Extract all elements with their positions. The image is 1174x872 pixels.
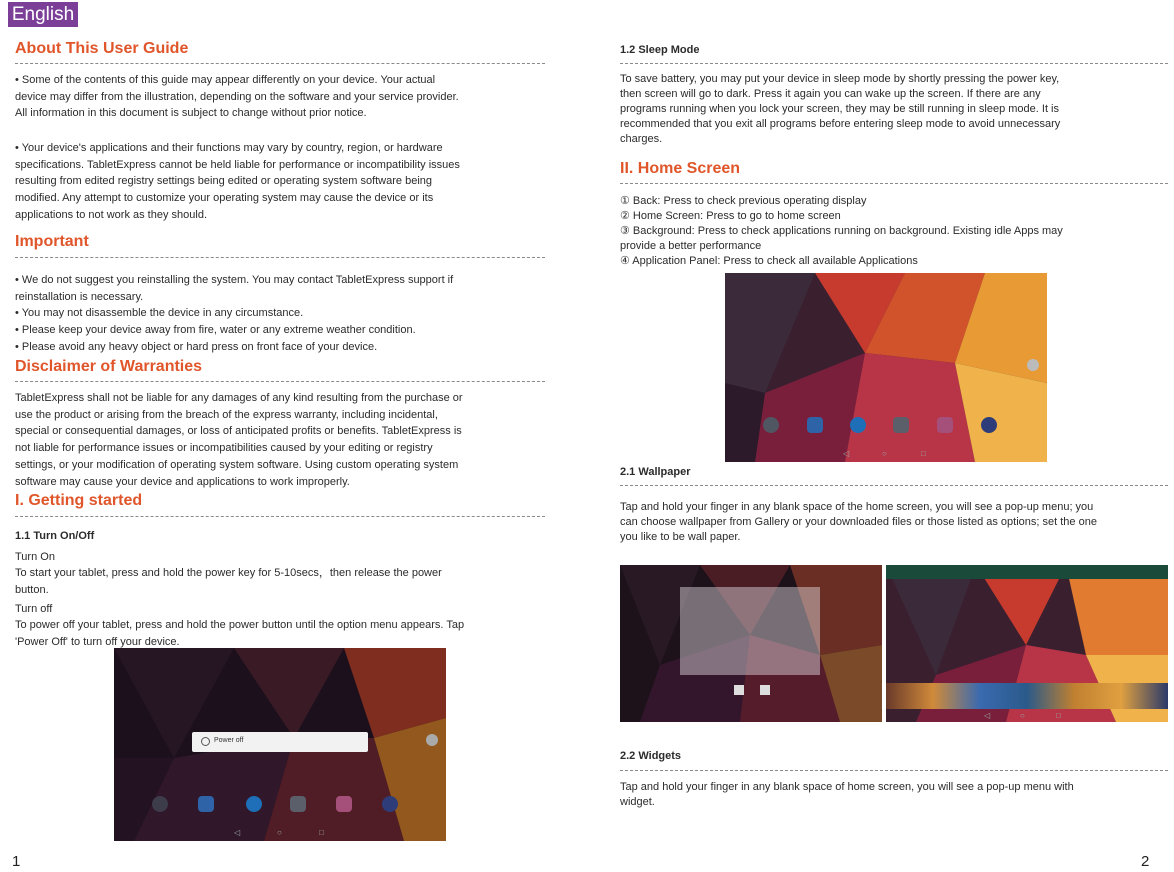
important-paragraph: • We do not suggest you reinstalling the system. You may contact TabletExpress support if reinstallation is necessary. • You may not disassemble the device in any circumstance. • Please keep your device away from fire, water or any extreme weather condition. • Please avoid any heavy object or hard press on front face of your device. <box>15 274 454 353</box>
browser-icon <box>246 796 262 812</box>
wallpaper-picker-screenshot <box>886 565 1168 722</box>
browser-icon <box>850 417 866 433</box>
left-page <box>0 0 560 872</box>
wallpaper-menu-screenshot <box>620 565 882 722</box>
recents-icon: □ <box>319 828 324 837</box>
disclaimer-paragraph: TabletExpress shall not be liable for any damages of any kind resulting from the purchase or use the product or arising from the breach of the express warranty, including incidental, special or consequential damages, or loss of anticipated profits or benefits. TabletExpress is not liable for performance issues or incompatibilities caused by your editing or registry settings, or your modification of operating system software. Using custom operating system software may cause your device and applications to work improperly. <box>15 392 463 488</box>
divider <box>15 516 545 517</box>
camera-app-icon <box>763 417 779 433</box>
home-screen-item-home: ② Home Screen: Press to go to home screen <box>620 210 841 222</box>
wallpapers-option-icon[interactable] <box>734 685 744 695</box>
turn-off-title: Turn off <box>15 603 53 615</box>
about-paragraph-2: • Your device's applications and their functions may vary by country, region, or hardware specifications. TabletExpress cannot be held liable for performance or incompatibility issues resulting from edited registry settings being edited or operating system software being modified. Any attempt to customize your operating system may cause the device or its applications to not work as they should. <box>15 142 460 221</box>
important-heading: Important <box>15 233 89 250</box>
back-icon: ◁ <box>984 711 991 720</box>
divider <box>620 183 1168 184</box>
divider <box>15 257 545 258</box>
power-off-dialog <box>192 732 368 752</box>
wallpaper-illustration <box>725 273 1047 462</box>
page-number: 1 <box>12 853 21 870</box>
play-store-icon <box>290 796 306 812</box>
app-drawer-icon <box>426 734 438 746</box>
recents-icon: □ <box>921 449 926 458</box>
wallpaper-preview-panel <box>680 587 820 675</box>
divider <box>15 63 545 64</box>
home-screen-screenshot <box>725 273 1047 462</box>
widgets-option-icon[interactable] <box>760 685 770 695</box>
home-screen-item-app-panel: ④ Application Panel: Press to check all available Applications <box>620 255 918 267</box>
sleep-mode-subheading: 1.2 Sleep Mode <box>620 44 700 56</box>
back-icon: ◁ <box>234 828 241 837</box>
divider <box>620 485 1168 486</box>
divider <box>15 381 545 382</box>
disclaimer-heading: Disclaimer of Warranties <box>15 358 203 375</box>
home-icon: ○ <box>277 828 282 837</box>
getting-started-heading: I. Getting started <box>15 492 143 509</box>
power-off-screenshot <box>114 648 446 841</box>
home-screen-item-back: ① Back: Press to check previous operating display <box>620 195 867 207</box>
turn-off-text: To power off your tablet, press and hold the power button until the option menu appears. Tap 'Power Off' to turn off your device. <box>15 619 465 648</box>
home-screen-item-background: ③ Background: Press to check applications running on background. Existing idle Apps may provide a better performance <box>620 225 1063 252</box>
divider <box>620 63 1168 64</box>
back-icon: ◁ <box>843 449 850 458</box>
wallpaper-thumbnail-strip[interactable] <box>886 683 1168 709</box>
play-store-icon <box>893 417 909 433</box>
app-icon <box>382 796 398 812</box>
about-paragraph-1: • Some of the contents of this guide may appear differently on your device. Your actual device may differ from the illustration, depending on the software and your service provider. All information in this document is subject to change without prior notice. <box>15 74 459 120</box>
turn-on-off-subheading: 1.1 Turn On/Off <box>15 530 95 542</box>
recents-icon: □ <box>1056 711 1061 720</box>
language-tag: English <box>8 2 78 27</box>
camera-app-icon <box>152 796 168 812</box>
gallery-icon <box>336 796 352 812</box>
app-drawer-icon <box>1027 359 1039 371</box>
wallpaper-subheading: 2.1 Wallpaper <box>620 466 691 478</box>
sleep-mode-text: To save battery, you may put your device in sleep mode by shortly pressing the power key, then screen will go to dark. Press it again you can wake up the screen. If there are any programs running when you lock your screen, they may be still running in sleep mode. It is recommended that you exit all programs before entering sleep mode to avoid unnecessary charges. <box>620 73 1061 145</box>
power-icon <box>201 737 210 746</box>
divider <box>620 770 1168 771</box>
gallery-icon <box>937 417 953 433</box>
home-icon: ○ <box>882 449 887 458</box>
page-number: 2 <box>1141 853 1150 870</box>
home-screen-heading: II. Home Screen <box>620 160 741 177</box>
widgets-subheading: 2.2 Widgets <box>620 750 682 762</box>
camera-icon <box>198 796 214 812</box>
right-page <box>600 0 1174 872</box>
turn-on-text: To start your tablet, press and hold the power key for 5-10secs，then release the power button. <box>15 567 442 596</box>
wallpaper-text: Tap and hold your finger in any blank space of the home screen, you will see a pop-up menu; you can choose wallpaper from Gallery or your downloaded files or those listed as options; set the one you like to be wall paper. <box>620 501 1097 543</box>
turn-on-title: Turn On <box>15 551 55 563</box>
camera-icon <box>807 417 823 433</box>
app-icon <box>981 417 997 433</box>
about-heading: About This User Guide <box>15 40 189 57</box>
widgets-text: Tap and hold your finger in any blank space of home screen, you will see a pop-up menu with widget. <box>620 781 1074 808</box>
power-off-option[interactable]: Power off <box>214 737 244 744</box>
home-icon: ○ <box>1020 711 1025 720</box>
